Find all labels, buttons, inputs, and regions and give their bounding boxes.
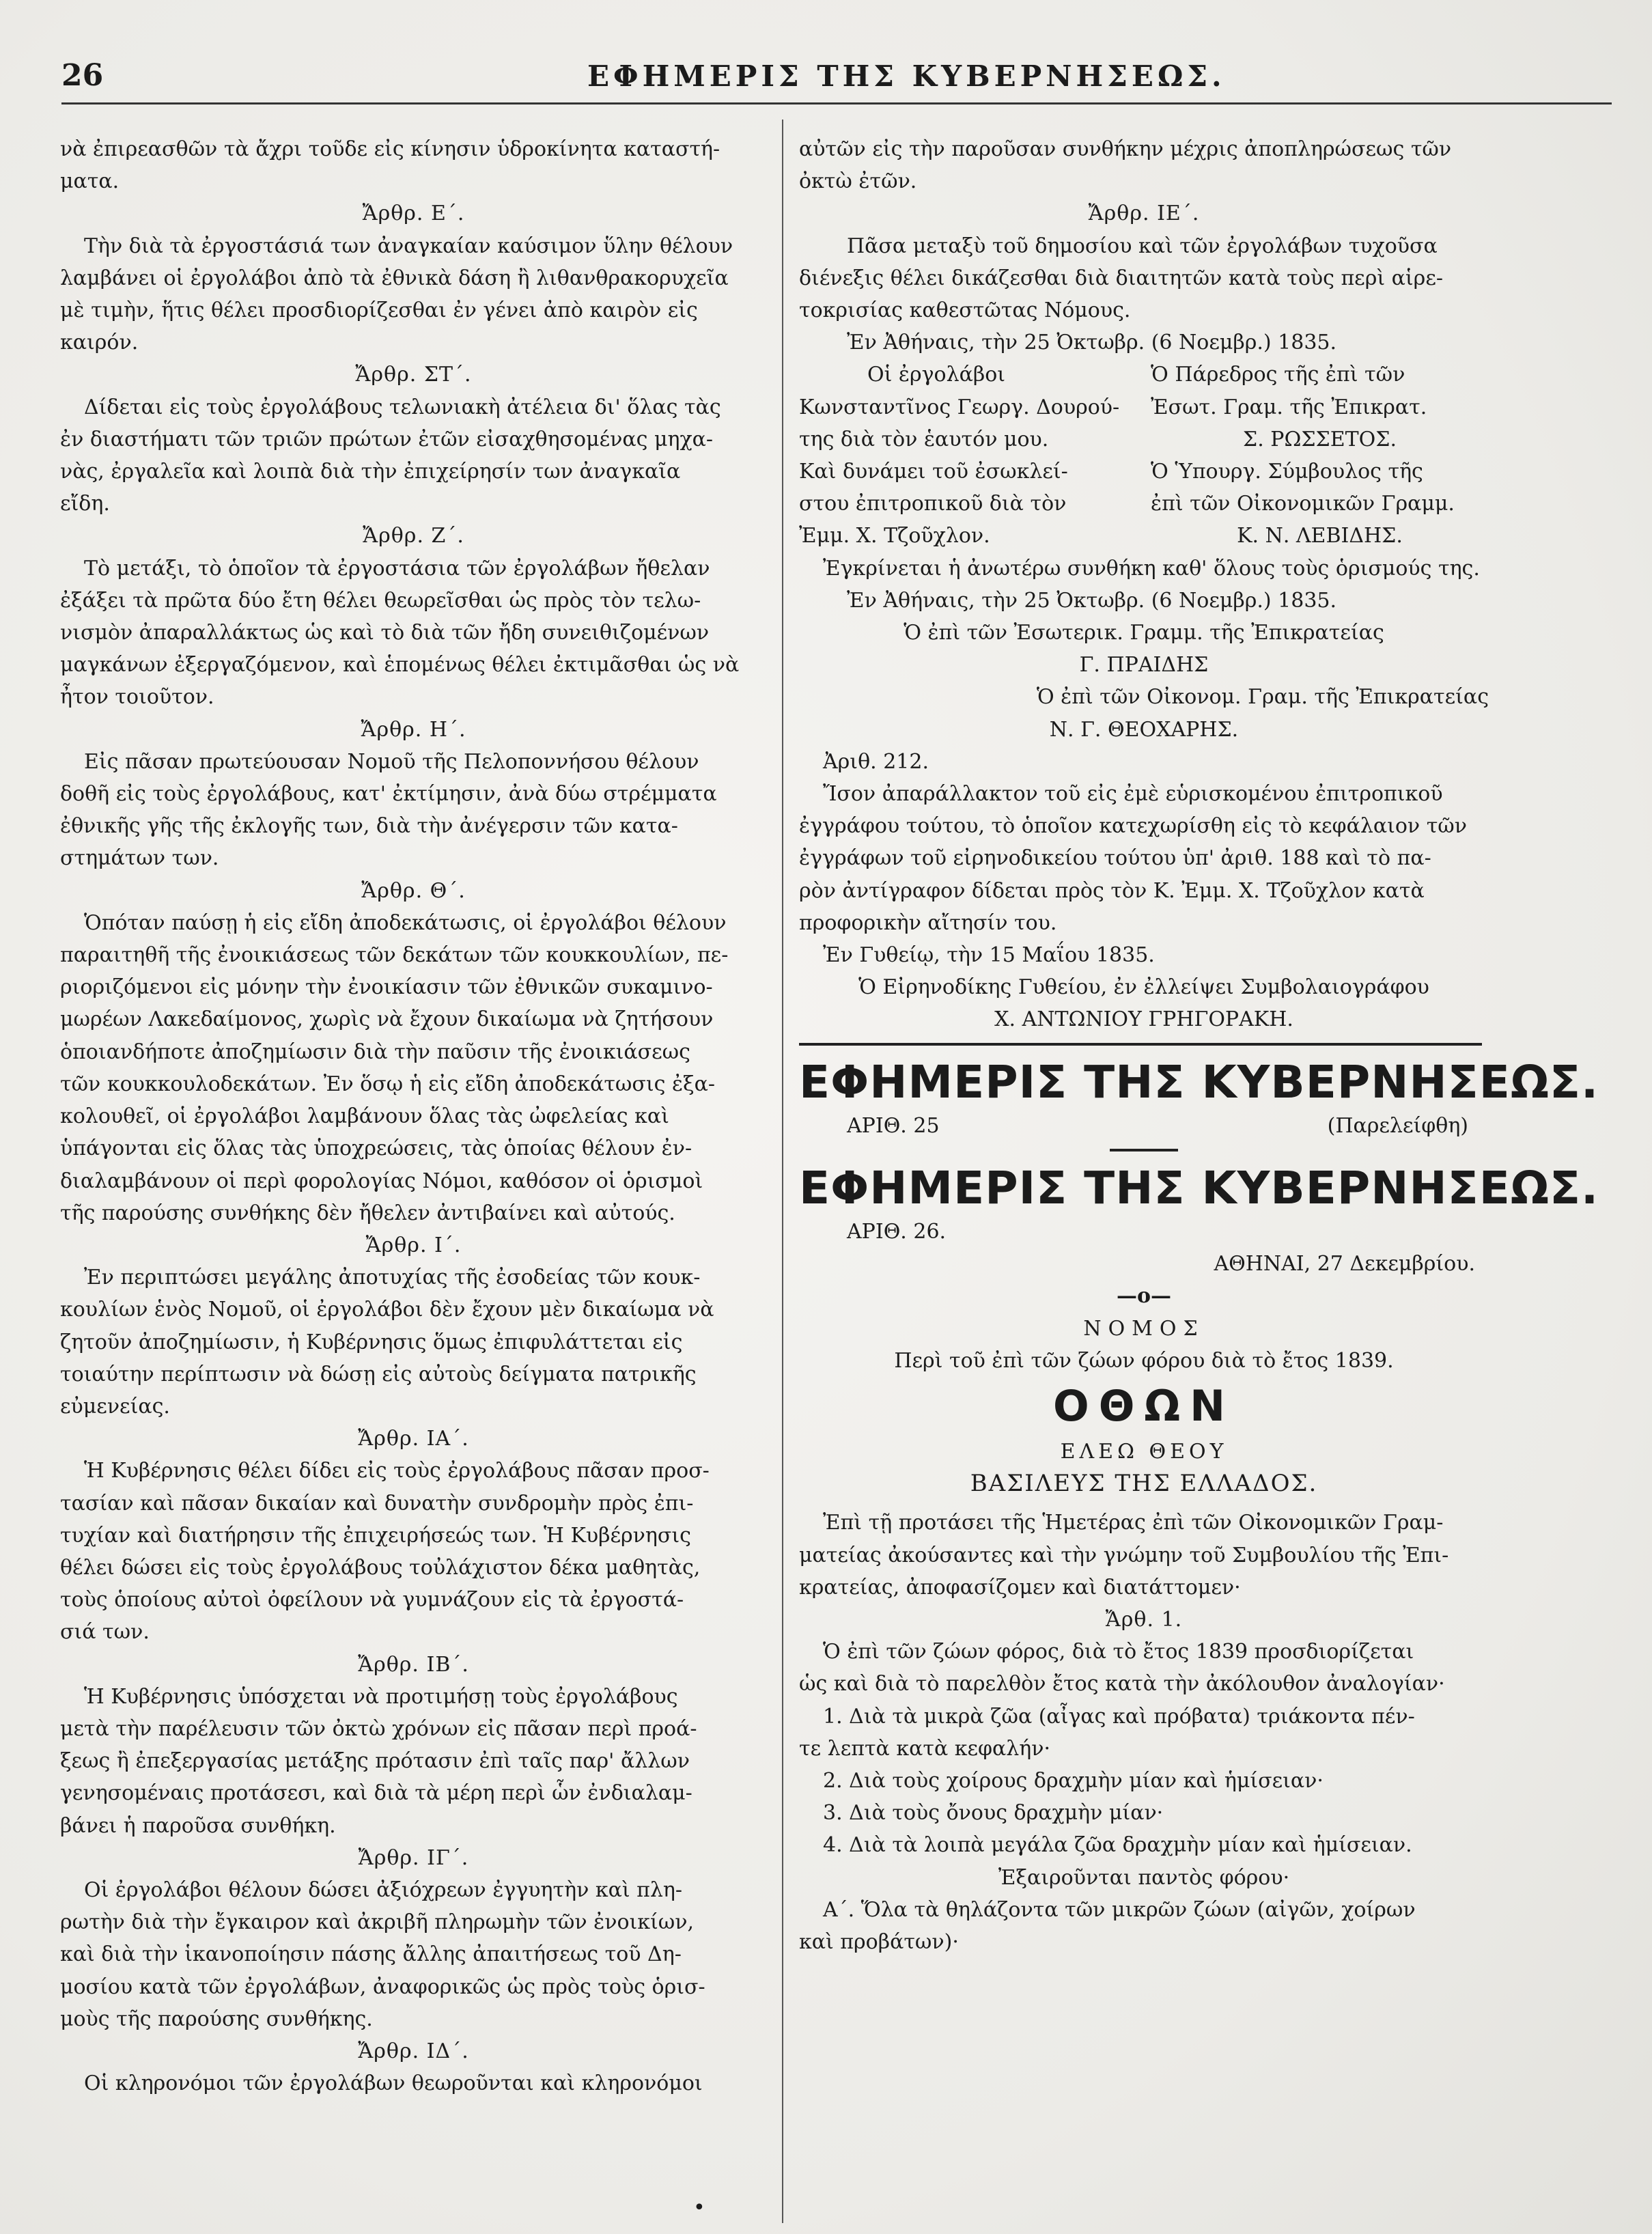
text-line: ἦτον τοιοῦτον. bbox=[60, 685, 214, 710]
header-rule bbox=[61, 102, 1612, 104]
text-line: Ὁ ἐπὶ τῶν Οἰκονομ. Γραμ. τῆς Ἐπικρατείας bbox=[1036, 685, 1489, 710]
text-line: Ἐγκρίνεται ἡ ἀνωτέρω συνθήκη καθ' ὅλους τοὺς ὁρισμούς της. bbox=[823, 556, 1480, 581]
issue26-number: ΑΡΙΘ. 26. bbox=[847, 1219, 947, 1244]
king-name: ΟΘΩΝ bbox=[1052, 1380, 1235, 1431]
issue26-dateline: ΑΘΗΝΑΙ, 27 Δεκεμβρίου. bbox=[1214, 1252, 1475, 1276]
text-line: Ὁ ἐπὶ τῶν Ἐσωτερικ. Γραμμ. τῆς Ἐπικρατείας bbox=[904, 621, 1384, 645]
article-heading: Ἄρθ. 1. bbox=[1105, 1607, 1183, 1632]
article-heading: Ἄρθρ. ΙΒ΄. bbox=[358, 1652, 469, 1677]
text-line: Πᾶσα μεταξὺ τοῦ δημοσίου καὶ τῶν ἐργολάβων τυχοῦσα bbox=[847, 234, 1438, 258]
text-line: ὑπάγονται εἰς ὅλας τὰς ὑποχρεώσεις, τὰς ὁποίας θέλουν ἐν- bbox=[60, 1136, 692, 1161]
text-line: νὰ ἐπιρεασθῶν τὰ ἄχρι τοῦδε εἰς κίνησιν ὑδροκίνητα καταστή- bbox=[60, 137, 720, 161]
text-line: δοθῆ εἰς τοὺς ἐργολάβους, κατ' ἐκτίμησιν, ἀνὰ δύω στρέμματα bbox=[60, 782, 717, 807]
column-divider bbox=[782, 120, 783, 2223]
text-line: Γ. ΠΡΑΙΔΗΣ bbox=[1079, 653, 1209, 678]
approval-block bbox=[799, 553, 1489, 1036]
text-line: μὲ τιμὴν, ἥτις θέλει προσδιορίζεσθαι ἐν γένει ἀπὸ καιρὸν εἰς bbox=[60, 298, 698, 323]
issue25-meta bbox=[799, 1110, 1489, 1142]
text-line: ρὸν ἀντίγραφον δίδεται πρὸς τὸν Κ. Ἐμμ. Χ. Τζοῦχλον κατὰ bbox=[799, 878, 1425, 903]
text-line: τοκρισίας καθεστῶτας Νόμους. bbox=[799, 298, 1131, 323]
law-subject: Περὶ τοῦ ἐπὶ τῶν ζώων φόρου διὰ τὸ ἔτος 1839. bbox=[894, 1348, 1394, 1373]
signature-right: Ὁ Πάρεδρος τῆς ἐπὶ τῶν bbox=[1151, 363, 1405, 387]
text-line: Ν. Γ. ΘΕΟΧΑΡΗΣ. bbox=[1049, 717, 1239, 742]
text-line: τοιαύτην περίπτωσιν νὰ δώσῃ εἰς αὐτοὺς δείγματα πατρικῆς bbox=[60, 1362, 697, 1386]
issue25-number: ΑΡΙΘ. 25 bbox=[847, 1113, 940, 1138]
text-line: Ἡ Κυβέρνησις ὑπόσχεται νὰ προτιμήσῃ τοὺς ἐργολάβους bbox=[84, 1684, 678, 1709]
page-header bbox=[61, 58, 1625, 99]
text-line: ἐγγράφων τοῦ εἰρηνοδικείου τούτου ὑπ' ἀριθ. 188 καὶ τὸ πα- bbox=[799, 846, 1431, 871]
article-heading: Ἄρθρ. Ε΄. bbox=[362, 201, 465, 226]
footer-dot: • bbox=[693, 2196, 705, 2220]
text-line: τῆς παρούσης συνθήκης δὲν ἤθελεν ἀντιβαίνει καὶ αὐτούς. bbox=[60, 1201, 675, 1225]
text-line: λαμβάνει οἱ ἐργολάβοι ἀπὸ τὰ ἐθνικὰ δάση ἢ λιθανθρακορυχεῖα bbox=[60, 266, 729, 290]
text-line: Ἐν Ἀθήναις, τὴν 25 Ὀκτωβρ. (6 Νοεμβρ.) 1835. bbox=[847, 588, 1337, 613]
text-line: αὐτῶν εἰς τὴν παροῦσαν συνθήκην μέχρις ἀποπληρώσεως τῶν bbox=[799, 137, 1452, 161]
text-line: Ἐν Ἀθήναις, τὴν 25 Ὀκτωβρ. (6 Νοεμβρ.) 1835. bbox=[847, 331, 1337, 355]
text-line: ματα. bbox=[60, 169, 120, 194]
text-line: εὐμενείας. bbox=[60, 1394, 170, 1419]
left-column bbox=[60, 133, 767, 2099]
text-line: καὶ διὰ τὴν ἱκανοποίησιν πάσης ἄλλης ἀπαιτήσεως τοῦ Δη- bbox=[60, 1942, 682, 1967]
text-line: τασίαν καὶ πᾶσαν δικαίαν καὶ δυνατὴν συνδρομὴν πρὸς ἐπι- bbox=[60, 1491, 694, 1516]
text-line: νισμὸν ἀπαραλλάκτως ὡς καὶ τὸ διὰ τῶν ἤδη συνειθιζομένων bbox=[60, 621, 710, 645]
article-heading: Ἄρθρ. Θ΄. bbox=[361, 878, 466, 903]
text-line: Ἐπὶ τῇ προτάσει τῆς Ἡμετέρας ἐπὶ τῶν Οἰκονομικῶν Γραμ- bbox=[823, 1511, 1444, 1535]
text-line: Δίδεται εἰς τοὺς ἐργολάβους τελωνιακὴ ἀτέλεια δι' ὅλας τὰς bbox=[84, 395, 721, 419]
article-heading: Ἄρθρ. Ι΄. bbox=[365, 1233, 462, 1257]
text-line: μετὰ τὴν παρέλευσιν τῶν ὀκτὼ χρόνων εἰς πᾶσαν περὶ προά- bbox=[60, 1716, 697, 1741]
text-line: ἐν διαστήματι τῶν τριῶν πρώτων ἐτῶν εἰσαχθησομένας μηχα- bbox=[60, 427, 714, 451]
king-realm: ΒΑΣΙΛΕΥΣ ΤΗΣ ΕΛΛΑΔΟΣ. bbox=[970, 1470, 1318, 1498]
text-line: Οἱ κληρονόμοι τῶν ἐργολάβων θεωροῦνται καὶ κληρονόμοι bbox=[84, 2071, 703, 2096]
text-line: προφορικὴν αἴτησίν του. bbox=[799, 910, 1057, 935]
signature-left: Ἐμμ. Χ. Τζοῦχλον. bbox=[799, 524, 990, 548]
text-line: 4. Διὰ τὰ λοιπὰ μεγάλα ζῶα δραχμὴν μίαν καὶ ἡμίσειαν. bbox=[823, 1833, 1412, 1858]
signature-left: Κωνσταντῖνος Γεωργ. Δουρού- bbox=[799, 395, 1120, 419]
text-line: Οἱ ἐργολάβοι θέλουν δώσει ἀξιόχρεων ἐγγυητὴν καὶ πλη- bbox=[84, 1877, 682, 1902]
text-line: ὀκτὼ ἐτῶν. bbox=[799, 169, 917, 194]
law-heading: ΝΟΜΟΣ bbox=[1083, 1316, 1205, 1341]
text-line: στημάτων των. bbox=[60, 846, 219, 871]
text-line: μωρέων Λακεδαίμονος, χωρὶς νὰ ἔχουν δικαίωμα νὰ ζητήσουν bbox=[60, 1007, 714, 1032]
text-line: βάνει ἡ παροῦσα συνθήκη. bbox=[60, 1813, 336, 1838]
signature-right: ἐπὶ τῶν Οἰκονομικῶν Γραμμ. bbox=[1151, 492, 1455, 516]
text-line: γενησομέναις προτάσεσι, καὶ διὰ τὰ μέρη περὶ ὧν ἐνδιαλαμ- bbox=[60, 1781, 692, 1806]
issue-divider bbox=[1110, 1149, 1178, 1151]
text-line: ὁποιανδήποτε ἀποζημίωσιν διὰ τὴν παῦσιν τῆς ἐνοικιάσεως bbox=[60, 1039, 690, 1064]
text-line: ἐξάξει τὰ πρῶτα δύο ἔτη θέλει θεωρεῖσθαι ὡς πρὸς τὸν τελω- bbox=[60, 588, 701, 613]
text-line: Ἀριθ. 212. bbox=[823, 749, 929, 774]
contract-end bbox=[799, 133, 1489, 359]
text-line: τοὺς ὁποίους αὐτοὶ ὀφείλουν νὰ γυμνάζουν εἰς τὰ ἐργοστά- bbox=[60, 1588, 684, 1612]
text-line: ρωτὴν διὰ τὴν ἔγκαιρον καὶ ἀκριβῆ πληρωμὴν τῶν ἐνοικίων, bbox=[60, 1910, 695, 1935]
text-line: τυχίαν καὶ διατήρησιν τῆς ἐπιχειρήσεώς των. Ἡ Κυβέρνησις bbox=[60, 1523, 691, 1548]
text-line: σιά των. bbox=[60, 1620, 150, 1645]
right-column bbox=[799, 133, 1599, 1958]
text-line: 1. Διὰ τὰ μικρὰ ζῶα (αἶγας καὶ πρόβατα) τριάκοντα πέν- bbox=[823, 1704, 1415, 1729]
signature-left: Οἱ ἐργολάβοι bbox=[867, 363, 1006, 387]
text-line: 2. Διὰ τοὺς χοίρους δραχμὴν μίαν καὶ ἡμίσειαν· bbox=[823, 1768, 1324, 1793]
text-line: νὰς, ἐργαλεῖα καὶ λοιπὰ διὰ τὴν ἐπιχείρησίν των ἀναγκαῖα bbox=[60, 460, 681, 484]
text-line: Ὁ Εἰρηνοδίκης Γυθείου, ἐν ἐλλείψει Συμβολαιογράφου bbox=[858, 975, 1429, 1000]
text-line: Τὸ μετάξι, τὸ ὁποῖον τὰ ἐργοστάσια τῶν ἐργολάβων ἤθελαν bbox=[84, 556, 710, 581]
text-line: διαλαμβάνουν οἱ περὶ φορολογίας Νόμοι, καθόσον οἱ ὁρισμοὶ bbox=[60, 1169, 703, 1193]
text-line: 3. Διὰ τοὺς ὄνους δραχμὴν μίαν· bbox=[823, 1801, 1164, 1826]
text-line: ὡς καὶ διὰ τὸ παρελθὸν ἔτος κατὰ τὴν ἀκόλουθον ἀναλογίαν· bbox=[799, 1672, 1445, 1697]
text-line: Ἐξαιροῦνται παντὸς φόρου· bbox=[998, 1865, 1290, 1890]
signature-right: Ὁ Ὑπουργ. Σύμβουλος τῆς bbox=[1151, 460, 1423, 484]
signature-right: Κ. Ν. ΛΕΒΙΔΗΣ. bbox=[1237, 524, 1403, 548]
text-line: τε λεπτὰ κατὰ κεφαλήν· bbox=[799, 1736, 1051, 1761]
text-line: τῶν κουκκουλοδεκάτων. Ἐν ὅσῳ ἡ εἰς εἴδη ἀποδεκάτωσις ἐξα- bbox=[60, 1072, 715, 1096]
grace-of-god: ΕΛΕΩ ΘΕΟΥ bbox=[1060, 1439, 1228, 1464]
text-line: διένεξις θέλει δικάζεσθαι διὰ διαιτητῶν κατὰ τοὺς περὶ αἱρε- bbox=[799, 266, 1443, 290]
text-line: κρατείας, ἀποφασίζομεν καὶ διατάττομεν· bbox=[799, 1575, 1241, 1600]
text-line: καὶ προβάτων)· bbox=[799, 1929, 959, 1954]
running-title: ΕΦΗΜΕΡΙΣ ΤΗΣ ΚΥΒΕΡΝΗΣΕΩΣ. bbox=[587, 59, 1226, 93]
issue25-title: ΕΦΗΜΕΡΙΣ ΤΗΣ ΚΥΒΕΡΝΗΣΕΩΣ. bbox=[799, 1055, 1599, 1108]
article-heading: Ἄρθρ. Ζ΄. bbox=[363, 524, 464, 548]
text-line: μαγκάνων ἐξεργαζόμενον, καὶ ἑπομένως θέλει ἐκτιμᾶσθαι ὡς νὰ bbox=[60, 653, 740, 678]
article-heading: Ἄρθρ. Η΄. bbox=[361, 717, 466, 742]
ornament-separator: —o— bbox=[1116, 1284, 1171, 1309]
text-line: Τὴν διὰ τὰ ἐργοστάσιά των ἀναγκαίαν καύσιμον ὕλην θέλουν bbox=[84, 234, 733, 258]
article-heading: Ἄρθρ. ΙΑ΄. bbox=[358, 1427, 469, 1451]
signature-right: Ἐσωτ. Γραμ. τῆς Ἐπικρατ. bbox=[1151, 395, 1427, 419]
article-heading: Ἄρθρ. ΙΓ΄. bbox=[358, 1845, 469, 1870]
section-rule bbox=[799, 1043, 1482, 1046]
signature-left: Καὶ δυνάμει τοῦ ἐσωκλεί- bbox=[799, 460, 1068, 484]
text-line: Ἡ Κυβέρνησις θέλει δίδει εἰς τοὺς ἐργολάβους πᾶσαν προσ- bbox=[84, 1459, 710, 1483]
text-line: Ὁπόταν παύσῃ ἡ εἰς εἴδη ἀποδεκάτωσις, οἱ ἐργολάβοι θέλουν bbox=[84, 910, 727, 935]
text-line: ξεως ἢ ἐπεξεργασίας μετάξης πρότασιν ἐπὶ ταῖς παρ' ἄλλων bbox=[60, 1749, 690, 1774]
text-line: Ἴσον ἀπαράλλακτον τοῦ εἰς ἐμὲ εὑρισκομένου ἐπιτροπικοῦ bbox=[823, 782, 1443, 807]
text-line: μοσίου κατὰ τῶν ἐργολάβων, ἀναφορικῶς ὡς πρὸς τοὺς ὁρισ- bbox=[60, 1974, 705, 1999]
signature-right: Σ. ΡΩΣΣΕΤΟΣ. bbox=[1242, 427, 1397, 451]
page-number: 26 bbox=[61, 58, 104, 93]
text-line: κουλίων ἑνὸς Νομοῦ, οἱ ἐργολάβοι δὲν ἔχουν μὲν δικαίωμα νὰ bbox=[60, 1298, 714, 1322]
text-line: ἐθνικῆς γῆς τῆς ἐκλογῆς των, διὰ τὴν ἀνέγερσιν τῶν κατα- bbox=[60, 814, 678, 839]
article-heading: Ἄρθρ. ΣΤ΄. bbox=[355, 363, 472, 387]
text-line: μοὺς τῆς παρούσης συνθήκης. bbox=[60, 2007, 373, 2031]
text-line: ριοριζόμενοι εἰς μόνην τὴν ἐνοικίασιν τῶν ἐθνικῶν συκαμινο- bbox=[60, 975, 713, 1000]
text-line: Α΄. Ὅλα τὰ θηλάζοντα τῶν μικρῶν ζώων (αἰγῶν, χοίρων bbox=[823, 1897, 1416, 1922]
text-line: Ὁ ἐπὶ τῶν ζώων φόρος, διὰ τὸ ἔτος 1839 προσδιορίζεται bbox=[823, 1640, 1414, 1664]
text-line: ζητοῦν ἀποζημίωσιν, ἡ Κυβέρνησις ὅμως ἐπιφυλάττεται εἰς bbox=[60, 1330, 683, 1354]
law-body bbox=[799, 1507, 1489, 1958]
text-line: ἐγγράφου τούτου, τὸ ὁποῖον κατεχωρίσθη εἰς τὸ κεφάλαιον τῶν bbox=[799, 814, 1467, 839]
signature-left: της διὰ τὸν ἑαυτόν μου. bbox=[799, 427, 1049, 451]
text-line: Εἰς πᾶσαν πρωτεύουσαν Νομοῦ τῆς Πελοποννήσου θέλουν bbox=[84, 749, 699, 774]
issue26-title: ΕΦΗΜΕΡΙΣ ΤΗΣ ΚΥΒΕΡΝΗΣΕΩΣ. bbox=[799, 1161, 1599, 1214]
signature-left: στου ἐπιτροπικοῦ διὰ τὸν bbox=[799, 492, 1067, 516]
text-line: θέλει δώσει εἰς τοὺς ἐργολάβους τοὐλάχιστον δέκα μαθητὰς, bbox=[60, 1555, 701, 1580]
text-line: παραιτηθῆ τῆς ἐνοικιάσεως τῶν δεκάτων τῶν κουκκουλίων, πε- bbox=[60, 943, 729, 968]
text-line: καιρόν. bbox=[60, 331, 139, 355]
text-line: Ἐν Γυθείῳ, τὴν 15 Μαΐου 1835. bbox=[823, 943, 1155, 968]
text-line: κολουθεῖ, οἱ ἐργολάβοι λαμβάνουν ὅλας τὰς ὠφελείας καὶ bbox=[60, 1104, 669, 1129]
text-line: ματείας ἀκούσαντες καὶ τὴν γνώμην τοῦ Συμβουλίου τῆς Ἐπι- bbox=[799, 1543, 1449, 1567]
article-heading: Ἄρθρ. ΙΔ΄. bbox=[358, 2039, 469, 2063]
issue25-note: (Παρελείφθη) bbox=[1327, 1113, 1468, 1138]
text-line: εἴδη. bbox=[60, 492, 110, 516]
signature-block bbox=[799, 359, 1489, 552]
text-line: Χ. ΑΝΤΩΝΙΟΥ ΓΡΗΓΟΡΑΚΗ. bbox=[994, 1007, 1293, 1032]
text-line: Ἐν περιπτώσει μεγάλης ἀποτυχίας τῆς ἐσοδείας τῶν κουκ- bbox=[84, 1266, 701, 1290]
article-heading: Ἄρθρ. ΙΕ΄. bbox=[1088, 201, 1200, 226]
